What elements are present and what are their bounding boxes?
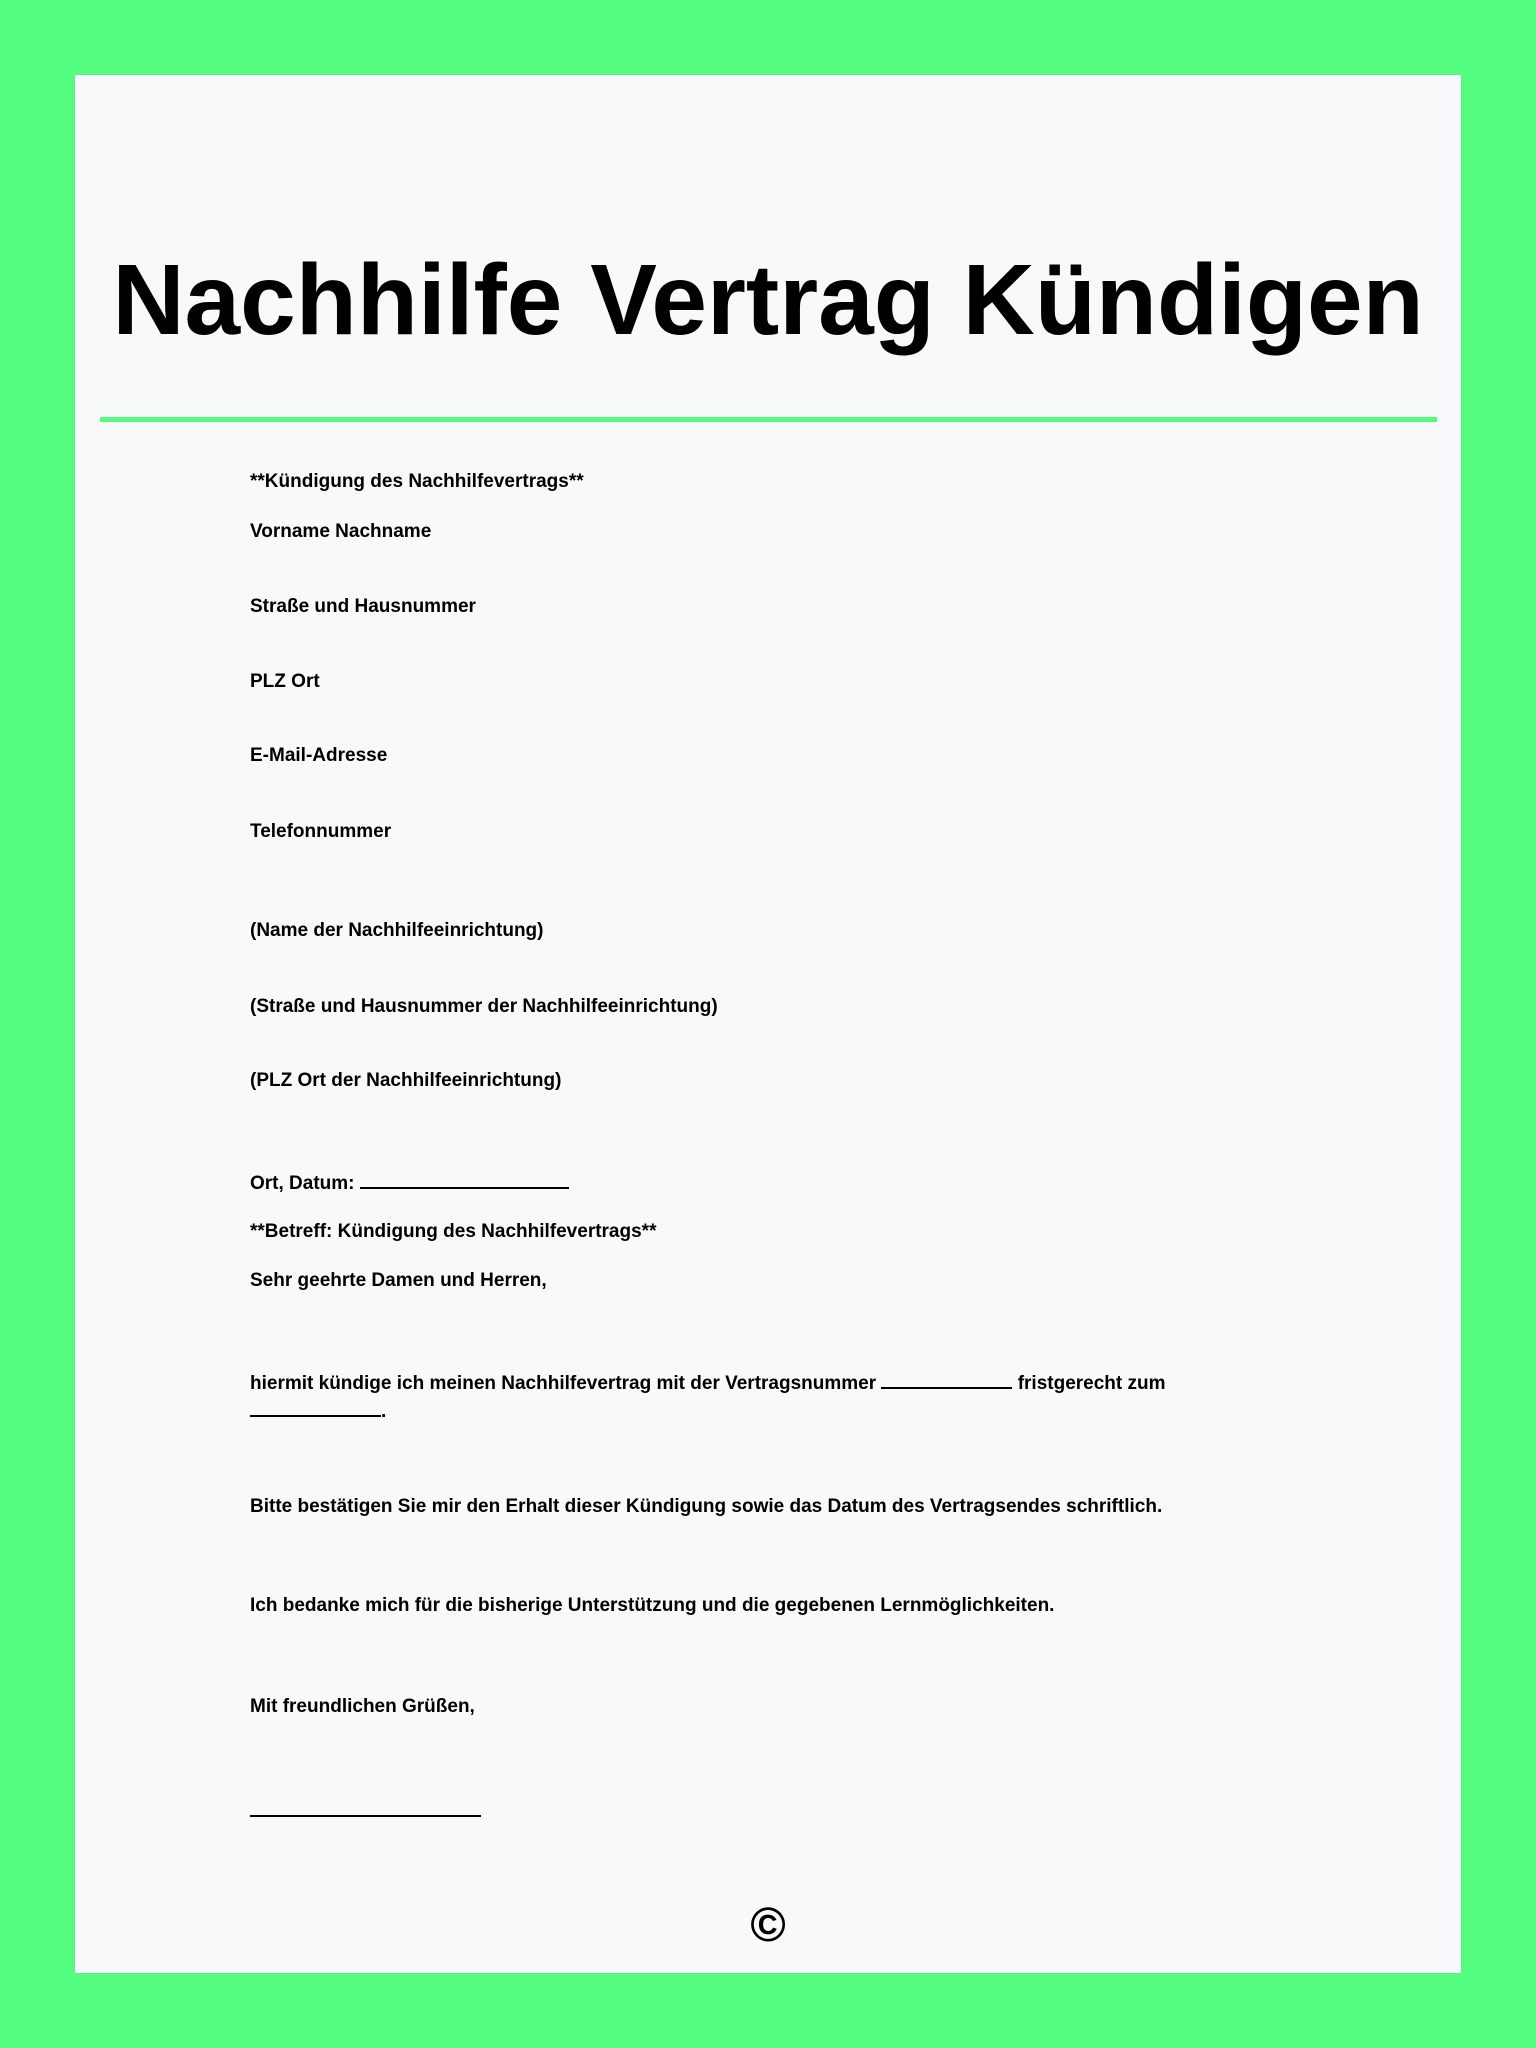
sender-street: Straße und Hausnummer — [250, 596, 476, 617]
recipient-city: (PLZ Ort der Nachhilfeeinrichtung) — [250, 1070, 562, 1091]
letter-heading: **Kündigung des Nachhilfevertrags** — [250, 471, 584, 492]
page-title: Nachhilfe Vertrag Kündigen — [112, 244, 1424, 356]
sender-name: Vorname Nachname — [250, 521, 432, 542]
sender-phone: Telefonnummer — [250, 821, 392, 842]
signature-line[interactable] — [250, 1815, 481, 1817]
place-date-label: Ort, Datum: — [250, 1173, 355, 1194]
place-date-blank[interactable] — [360, 1169, 569, 1189]
paragraph-text: fristgerecht zum — [1017, 1373, 1166, 1394]
copyright-icon: © — [750, 1899, 786, 1952]
place-date-line — [250, 1169, 569, 1197]
paragraph-end: . — [381, 1401, 387, 1422]
recipient-street: (Straße und Hausnummer der Nachhilfeeinrichtung) — [250, 996, 718, 1017]
salutation: Sehr geehrte Damen und Herren, — [250, 1270, 547, 1291]
closing: Mit freundlichen Grüßen, — [250, 1696, 475, 1717]
contract-number-blank[interactable] — [881, 1369, 1012, 1389]
paragraph-termination — [250, 1369, 1230, 1425]
recipient-name: (Name der Nachhilfeeinrichtung) — [250, 920, 544, 941]
title-divider — [100, 417, 1437, 422]
termination-date-blank[interactable] — [250, 1397, 381, 1417]
paragraph-text: hiermit kündige ich meinen Nachhilfevertrag mit der Vertragsnummer — [250, 1373, 877, 1394]
subject-line: **Betreff: Kündigung des Nachhilfevertrags** — [250, 1221, 657, 1242]
sender-city: PLZ Ort — [250, 671, 320, 692]
paragraph-thanks: Ich bedanke mich für die bisherige Unterstützung und die gegebenen Lernmöglichkeiten. — [250, 1595, 1055, 1616]
sender-email: E-Mail-Adresse — [250, 745, 388, 766]
paragraph-confirmation: Bitte bestätigen Sie mir den Erhalt dieser Kündigung sowie das Datum des Vertragsendes schriftlich. — [250, 1496, 1163, 1517]
